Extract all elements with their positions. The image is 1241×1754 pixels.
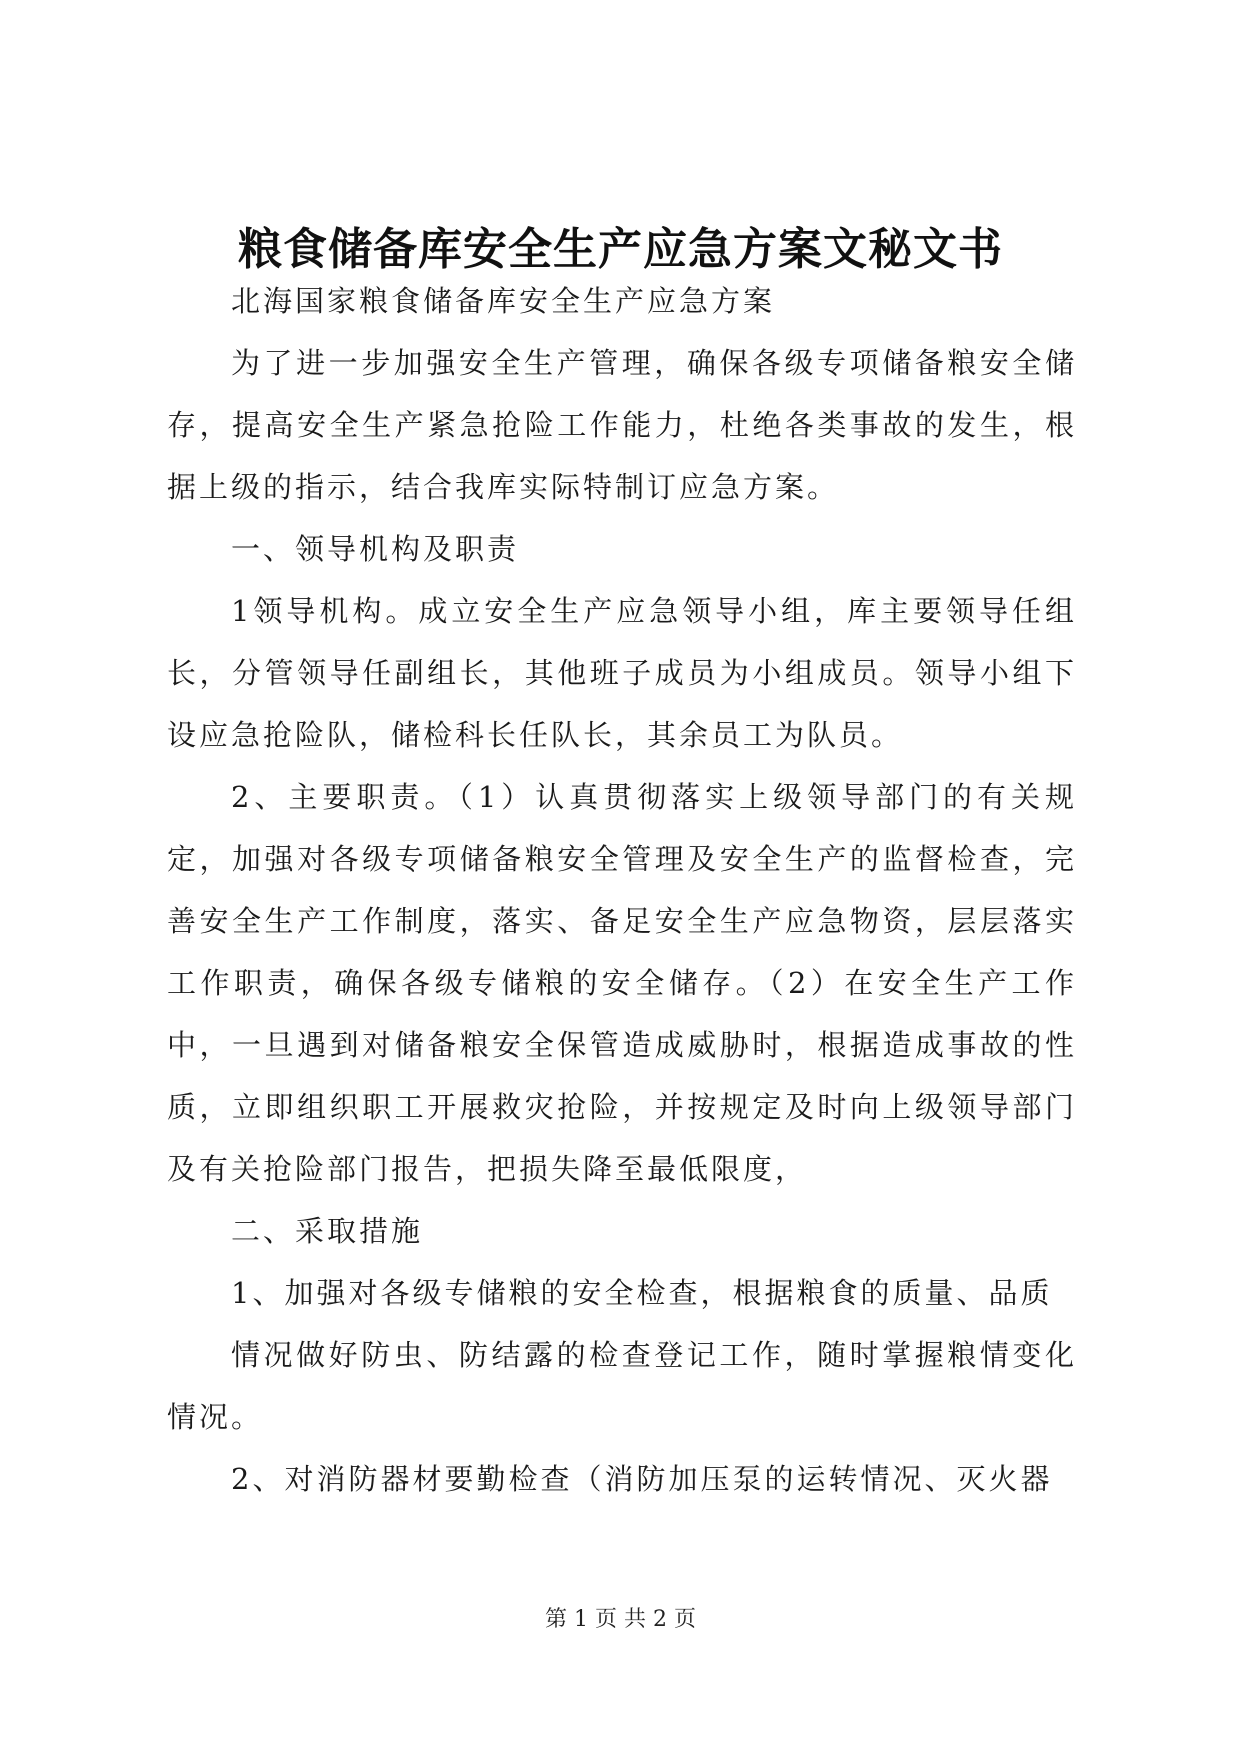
intro-paragraph: 为了进一步加强安全生产管理，确保各级专项储备粮安全储存，提高安全生产紧急抢险工作能力，杜绝各类事故的发生，根据上级的指示，结合我库实际特制订应急方案。 [167, 346, 1077, 504]
measure-1-line: 1、加强对各级专储粮的安全检查，根据粮食的质量、品质 [231, 1276, 1053, 1310]
section-heading-leadership: 一、领导机构及职责 [231, 532, 520, 566]
measure-1-continued: 情况做好防虫、防结露的检查登记工作，随时掌握粮情变化情况。 [167, 1338, 1077, 1434]
document-title: 粮食储备库安全生产应急方案文秘文书 [238, 224, 1003, 275]
document-body [167, 270, 1077, 1510]
main-duties-paragraph: 2、主要职责。（1）认真贯彻落实上级领导部门的有关规定，加强对各级专项储备粮安全管理及安全生产的监督检查，完善安全生产工作制度，落实、备足安全生产应急物资，层层落实工作职责，确保各级专储粮的安全储存。（2）在安全生产工作中，一旦遇到对储备粮安全保管造成威胁时，根据造成事故的性质，立即组织职工开展救灾抢险，并按规定及时向上级领导部门及有关抢险部门报告，把损失降至最低限度， [167, 780, 1077, 1186]
subtitle-paragraph: 北海国家粮食储备库安全生产应急方案 [231, 284, 776, 318]
measure-2-paragraph: 2、对消防器材要勤检查（消防加压泵的运转情况、灭火器 [231, 1462, 1053, 1496]
page-number-footer: 第 1 页 共 2 页 [545, 1607, 696, 1632]
leadership-structure-paragraph: 1领导机构。成立安全生产应急领导小组，库主要领导任组长，分管领导任副组长，其他班子成员为小组成员。领导小组下设应急抢险队，储检科长任队长，其余员工为队员。 [167, 594, 1077, 752]
section-heading-measures: 二、采取措施 [231, 1214, 424, 1248]
